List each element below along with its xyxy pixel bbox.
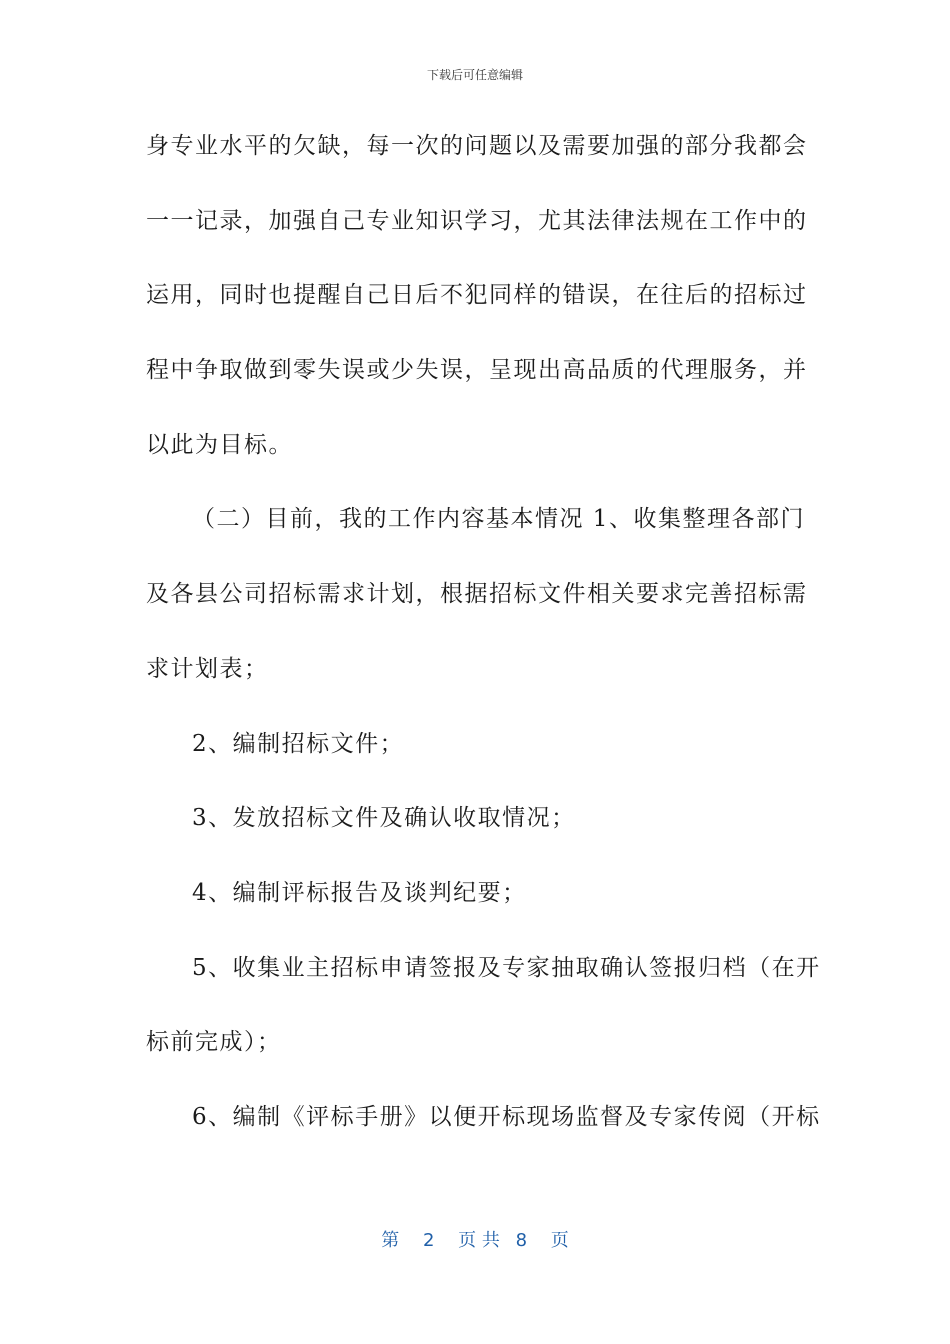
footer-current-page: 2: [422, 1230, 435, 1251]
body-line-14: 6、编制《评标手册》以便开标现场监督及专家传阅（开标: [192, 1103, 821, 1130]
body-line-11: 4、编制评标报告及谈判纪要；: [192, 879, 527, 906]
page-footer: [0, 1226, 950, 1252]
footer-middle: 页 共: [458, 1230, 500, 1251]
body-line-9: 2、编制招标文件；: [192, 730, 405, 757]
body-line-8: 求计划表；: [146, 655, 269, 682]
body-line-10: 3、发放招标文件及确认收取情况；: [192, 805, 576, 832]
body-line-5: 以此为目标。: [146, 431, 293, 458]
footer-prefix: 第: [381, 1230, 400, 1251]
body-line-3: 运用，同时也提醒自己日后不犯同样的错误，在往后的招标过: [146, 282, 808, 309]
footer-total-pages: 8: [515, 1230, 528, 1251]
page-header-note: 下载后可任意编辑: [426, 68, 523, 82]
document-body: [146, 124, 821, 1170]
body-line-4: 程中争取做到零失误或少失误，呈现出高品质的代理服务，并: [146, 357, 808, 384]
body-line-12: 5、收集业主招标申请签报及专家抽取确认签报归档（在开: [192, 954, 821, 981]
body-line-6: （二）目前，我的工作内容基本情况 1、收集整理各部门: [192, 506, 805, 533]
body-line-13: 标前完成）；: [146, 1029, 282, 1056]
body-line-1: 身专业水平的欠缺，每一次的问题以及需要加强的部分我都会: [146, 133, 808, 159]
body-line-2: 一一记录，加强自己专业知识学习，尤其法律法规在工作中的: [146, 207, 808, 234]
body-line-7: 及各县公司招标需求计划，根据招标文件相关要求完善招标需: [146, 581, 808, 608]
footer-suffix: 页: [550, 1230, 569, 1251]
